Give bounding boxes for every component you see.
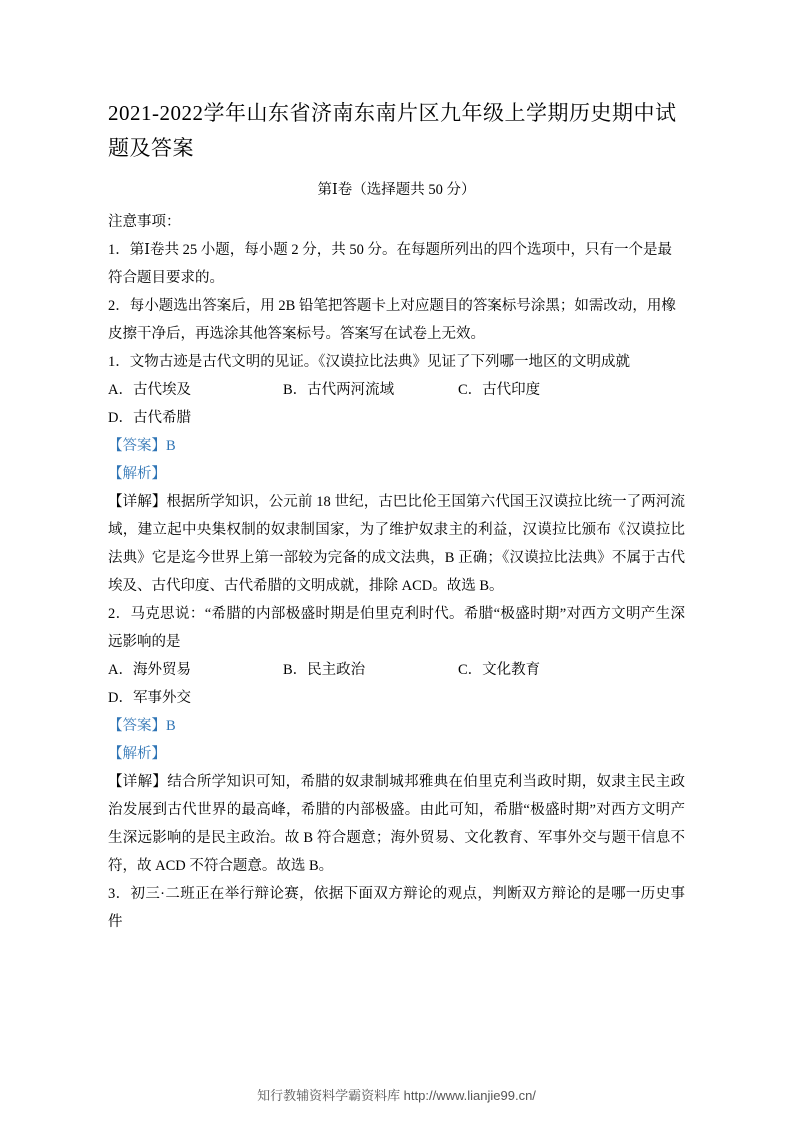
option-c[interactable]: C．文化教育 bbox=[458, 662, 541, 678]
option-d[interactable]: D．军事外交 bbox=[108, 690, 191, 706]
option-b[interactable]: B．民主政治 bbox=[283, 662, 366, 678]
detail-text: 结合所学知识可知，希腊的奴隶制城邦雅典在伯里克利当政时期，奴隶主民主政治发展到古代世界的最高峰，希腊的内部极盛。由此可知，希腊“极盛时期”对西方文明产生深远影响的是民主政治。故 B 符合题意；海外贸易、文化教育、军事外交与题干信息不符，故 ACD 不符合题意。故选 B。 bbox=[108, 774, 686, 874]
detail-label: 【详解】 bbox=[108, 494, 167, 510]
answer-value: B bbox=[166, 718, 176, 734]
section-heading: 第Ⅰ卷（选择题共 50 分） bbox=[317, 182, 476, 198]
option-a[interactable]: A．古代埃及 bbox=[108, 382, 191, 398]
analysis-label: 【解析】 bbox=[108, 746, 166, 762]
notice-item-2: 2．每小题选出答案后，用 2B 铅笔把答题卡上对应题目的答案标号涂黑；如需改动，用橡皮擦干净后，再选涂其他答案标号。答案写在试卷上无效。 bbox=[108, 298, 676, 342]
question-stem: 1．文物古迹是古代文明的见证。《汉谟拉比法典》见证了下列哪一地区的文明成就 bbox=[108, 354, 630, 370]
option-d[interactable]: D．古代希腊 bbox=[108, 410, 191, 426]
detail-text: 根据所学知识，公元前 18 世纪，古巴比伦王国第六代国王汉谟拉比统一了两河流域，建立起中央集权制的奴隶制国家，为了维护奴隶主的利益，汉谟拉比颁布《汉谟拉比法典》它是迄今世界上第一部较为完备的成文法典，B 正确；《汉谟拉比法典》不属于古代埃及、古代印度、古代希腊的文明成就，排除 ACD。故选 B。 bbox=[108, 494, 685, 594]
detail-label: 【详解】 bbox=[108, 774, 168, 790]
notice-label: 注意事项： bbox=[108, 214, 181, 230]
option-b[interactable]: B．古代两河流域 bbox=[283, 382, 395, 398]
analysis-label: 【解析】 bbox=[108, 466, 166, 482]
option-a[interactable]: A．海外贸易 bbox=[108, 662, 191, 678]
question-options bbox=[108, 656, 685, 712]
detail-paragraph bbox=[108, 488, 685, 600]
page-title: 2021-2022学年山东省济南东南片区九年级上学期历史期中试题及答案 bbox=[108, 101, 677, 160]
question-options bbox=[108, 376, 685, 432]
answer-value: B bbox=[166, 438, 176, 454]
detail-paragraph bbox=[108, 768, 685, 880]
answer-line bbox=[108, 432, 685, 460]
question-stem: 3．初三·二班正在举行辩论赛，依据下面双方辩论的观点，判断双方辩论的是哪一历史事件 bbox=[108, 886, 685, 930]
answer-line bbox=[108, 712, 685, 740]
question-stem: 2．马克思说：“希腊的内部极盛时期是伯里克利时代。希腊“极盛时期”对西方文明产生深远影响的是 bbox=[108, 606, 685, 650]
option-c[interactable]: C．古代印度 bbox=[458, 382, 541, 398]
notice-item-1: 1．第Ⅰ卷共 25 小题，每小题 2 分，共 50 分。在每题所列出的四个选项中，只有一个是最符合题目要求的。 bbox=[108, 242, 672, 286]
page-footer: 知行教辅资料学霸资料库 http://www.lianjie99.cn/ bbox=[257, 1088, 536, 1103]
answer-label: 【答案】 bbox=[108, 438, 166, 454]
answer-label: 【答案】 bbox=[108, 718, 166, 734]
